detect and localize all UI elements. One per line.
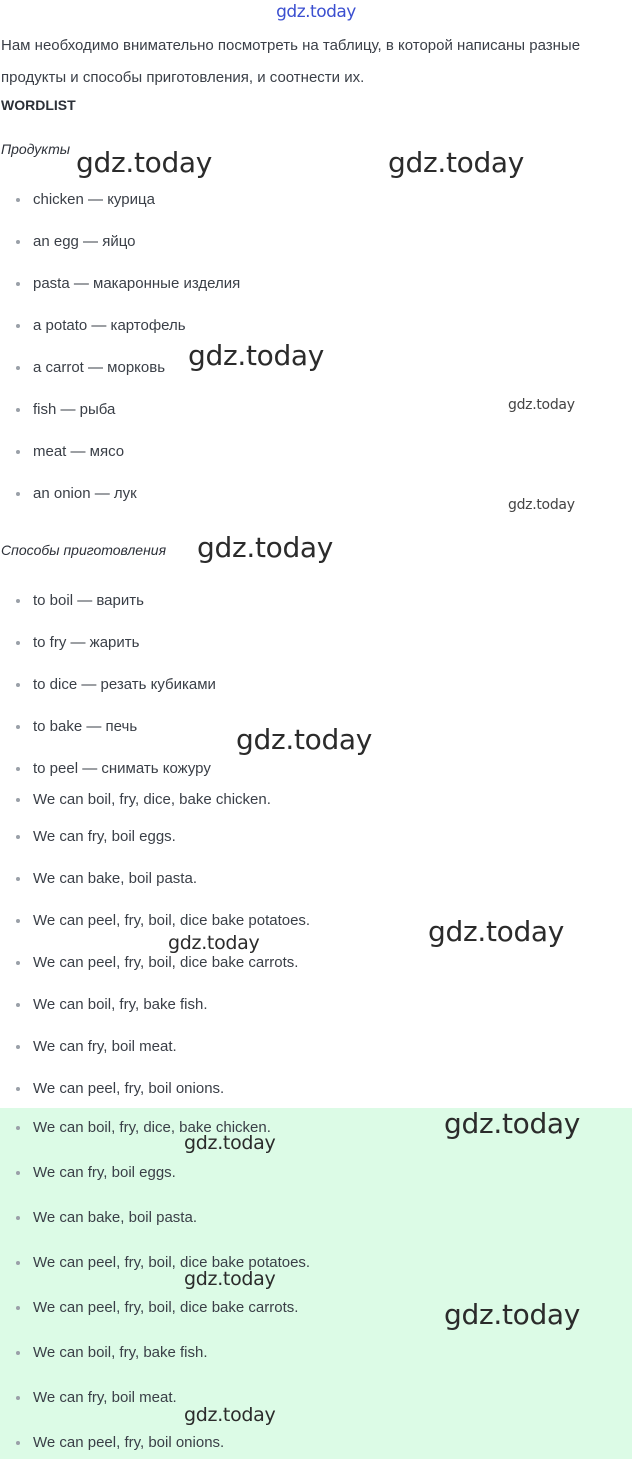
list-item: We can fry, boil eggs. (0, 816, 310, 858)
watermark: gdz.today (444, 1298, 581, 1331)
list-item: We can peel, fry, boil onions. (0, 1420, 310, 1465)
site-logo: gdz.today (276, 2, 356, 22)
watermark: gdz.today (388, 146, 525, 179)
list-item: to dice — резать кубиками (0, 664, 216, 706)
list-item: We can fry, boil eggs. (0, 1150, 310, 1195)
list-item: an egg — яйцо (0, 221, 240, 263)
watermark: gdz.today (168, 932, 260, 954)
watermark: gdz.today (508, 397, 575, 413)
watermark: gdz.today (197, 531, 334, 564)
list-item: a potato — картофель (0, 305, 240, 347)
list-item: pasta — макаронные изделия (0, 263, 240, 305)
list-item: We can boil, fry, dice, bake chicken. (0, 1105, 310, 1150)
answers-list (0, 784, 310, 1110)
list-item: We can bake, boil pasta. (0, 858, 310, 900)
list-item: We can peel, fry, boil, dice bake potatoes. (0, 1240, 310, 1285)
list-item: chicken — курица (0, 179, 240, 221)
intro-paragraph: Нам необходимо внимательно посмотреть на таблицу, в которой написаны разные продукты и способы приготовления, и соотнести их. (1, 37, 581, 86)
methods-heading: Способы приготовления (1, 542, 167, 558)
list-item: fish — рыба (0, 389, 240, 431)
list-item: a carrot — морковь (0, 347, 240, 389)
watermark: gdz.today (184, 1404, 276, 1426)
watermark: gdz.today (184, 1268, 276, 1290)
products-heading: Продукты (1, 141, 71, 157)
list-item: We can boil, fry, dice, bake chicken. (0, 784, 310, 816)
list-item: We can peel, fry, boil onions. (0, 1068, 310, 1110)
list-item: meat — мясо (0, 431, 240, 473)
watermark: gdz.today (188, 339, 325, 372)
wordlist-heading: WORDLIST (1, 97, 76, 113)
watermark: gdz.today (428, 915, 565, 948)
list-item: to boil — варить (0, 580, 216, 622)
list-item: We can bake, boil pasta. (0, 1195, 310, 1240)
watermark: gdz.today (76, 146, 213, 179)
list-item: We can boil, fry, bake fish. (0, 1330, 310, 1375)
list-item: an onion — лук (0, 473, 240, 515)
watermark: gdz.today (184, 1132, 276, 1154)
list-item: to fry — жарить (0, 622, 216, 664)
watermark: gdz.today (444, 1107, 581, 1140)
watermark: gdz.today (236, 723, 373, 756)
list-item: We can boil, fry, bake fish. (0, 984, 310, 1026)
list-item: to bake — печь (0, 706, 216, 748)
list-item: We can fry, boil meat. (0, 1026, 310, 1068)
highlighted-answers-panel (0, 1108, 632, 1459)
list-item: to peel — снимать кожуру (0, 748, 216, 790)
methods-list (0, 580, 216, 790)
list-item: We can peel, fry, boil, dice bake carrots. (0, 942, 310, 984)
watermark: gdz.today (508, 497, 575, 513)
list-item: We can peel, fry, boil, dice bake potatoes. (0, 900, 310, 942)
list-item: We can peel, fry, boil, dice bake carrots. (0, 1285, 310, 1330)
list-item: We can fry, boil meat. (0, 1375, 310, 1420)
